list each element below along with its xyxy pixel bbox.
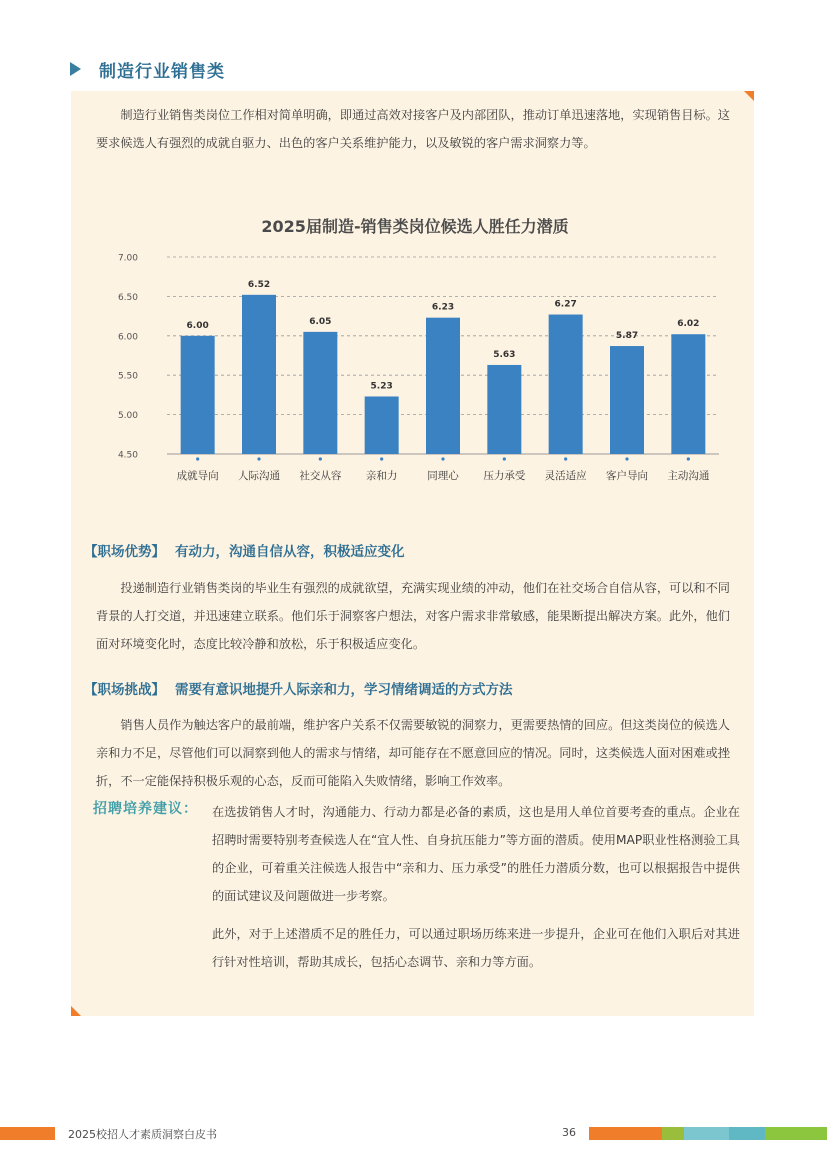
bar-value-label: 6.52 (247, 279, 271, 290)
y-tick-label: 6.50 (117, 292, 138, 303)
y-tick-label: 6.00 (117, 332, 138, 343)
chart-title: 2025届制造-销售类岗位候选人胜任力潜质 (261, 217, 569, 236)
y-tick-label: 5.50 (117, 371, 138, 382)
intro-paragraph: 制造行业销售类岗位工作相对简单明确，即通过高效对接客户及内部团队，推动订单迅速落地，实现销售目标。这要求候选人有强烈的成就自驱力、出色的客户关系维护能力，以及敏锐的客户需求洞察力等。 (96, 108, 730, 150)
y-tick-label: 7.00 (117, 253, 138, 264)
bar-value-label: 5.63 (493, 349, 516, 360)
bar (487, 365, 521, 454)
x-tick-marker (441, 457, 444, 460)
bar-value-label: 6.00 (186, 320, 209, 331)
footer-color-stripe (589, 1127, 827, 1140)
x-category-label: 客户导向 (606, 470, 648, 482)
footer-accent-bar (0, 1127, 55, 1140)
x-tick-marker (196, 457, 199, 460)
bar-value-label: 5.87 (615, 331, 639, 342)
corner-accent-bottom-left (71, 1006, 81, 1016)
corner-accent-top-right (744, 91, 754, 101)
x-category-label: 社交从容 (299, 470, 342, 482)
footer-stripe-segment (684, 1127, 729, 1140)
chart-canvas (105, 209, 725, 499)
x-category-label: 主动沟通 (667, 470, 710, 482)
footer-stripe-segment (589, 1127, 662, 1140)
section-header (70, 54, 225, 84)
x-tick-marker (625, 457, 628, 460)
bar (181, 336, 215, 454)
competency-bar-chart (105, 209, 725, 499)
page-number: 36 (562, 1126, 576, 1139)
challenge-bracket: 【职场挑战】 (84, 682, 165, 698)
advantage-paragraph: 投递制造行业销售类岗的毕业生有强烈的成就欲望，充满实现业绩的冲动，他们在社交场合自信从容，可以和不同背景的人打交道，并迅速建立联系。他们乐于洞察客户想法，对客户需求非常敏感，能果断提出解决方案。此外，他们面对环境变化时，态度比较冷静和放松，乐于积极适应变化。 (96, 581, 730, 651)
bar (671, 334, 705, 454)
bar-value-label: 6.05 (309, 316, 332, 327)
x-tick-marker (319, 457, 322, 460)
bar-value-label: 5.23 (370, 381, 393, 392)
x-category-label: 灵活适应 (544, 470, 587, 482)
recommendation-paragraph-2: 此外，对于上述潜质不足的胜任力，可以通过职场历练来进一步提升，企业可在他们入职后对其进行针对性培训，帮助其成长，包括心态调节、亲和力等方面。 (212, 927, 740, 969)
bar-value-label: 6.02 (677, 319, 700, 330)
x-tick-marker (687, 457, 690, 460)
challenge-heading (84, 678, 513, 698)
section-title: 制造行业销售类 (99, 61, 225, 82)
footer-stripe-segment (729, 1127, 765, 1140)
footer-stripe-segment (765, 1127, 827, 1140)
bar (610, 346, 644, 454)
bar (303, 332, 337, 454)
bar (549, 315, 583, 454)
x-tick-marker (257, 457, 260, 460)
advantage-heading-text: 有动力，沟通自信从容，积极适应变化 (175, 544, 405, 560)
x-category-label: 同理心 (427, 470, 459, 482)
content-panel (71, 91, 754, 1016)
bar-value-label: 6.23 (431, 302, 455, 313)
advantage-heading (84, 540, 405, 560)
x-tick-marker (503, 457, 506, 460)
bar (365, 396, 399, 454)
x-category-label: 人际沟通 (238, 470, 280, 482)
bar (242, 295, 276, 454)
footer-stripe-segment (662, 1127, 684, 1140)
challenge-paragraph: 销售人员作为触达客户的最前端，维护客户关系不仅需要敏锐的洞察力，更需要热情的回应。但这类岗位的候选人亲和力不足，尽管他们可以洞察到他人的需求与情绪，却可能存在不愿意回应的情况。同时，这类候选人面对困难或挫折，不一定能保持积极乐观的心态，反而可能陷入失败情绪，影响工作效率。 (96, 718, 730, 788)
y-tick-label: 5.00 (117, 411, 138, 422)
advantage-bracket: 【职场优势】 (84, 544, 165, 560)
x-category-label: 成就导向 (176, 470, 219, 482)
x-tick-marker (564, 457, 567, 460)
triangle-bullet-icon (70, 62, 81, 76)
challenge-heading-text: 需要有意识地提升人际亲和力，学习情绪调适的方式方法 (175, 682, 513, 698)
x-category-label: 亲和力 (365, 470, 398, 482)
x-tick-marker (380, 457, 383, 460)
y-tick-label: 4.50 (117, 450, 138, 461)
bar (426, 318, 460, 454)
bar-value-label: 6.27 (554, 299, 577, 310)
recommendation-label: 招聘培养建议： (93, 801, 198, 817)
x-category-label: 压力承受 (483, 470, 526, 482)
footer-title: 2025校招人才素质洞察白皮书 (68, 1128, 217, 1141)
recommendation-paragraph-1: 在选拔销售人才时，沟通能力、行动力都是必备的素质，这也是用人单位首要考查的重点。企业在招聘时需要特别考查候选人在“宜人性、自身抗压能力”等方面的潜质。使用MAP职业性格测验工具的企业，可着重关注候选人报告中“亲和力、压力承受”的胜任力潜质分数，也可以根据报告中提供的面试建议及问题做进一步考察。 (212, 805, 740, 903)
